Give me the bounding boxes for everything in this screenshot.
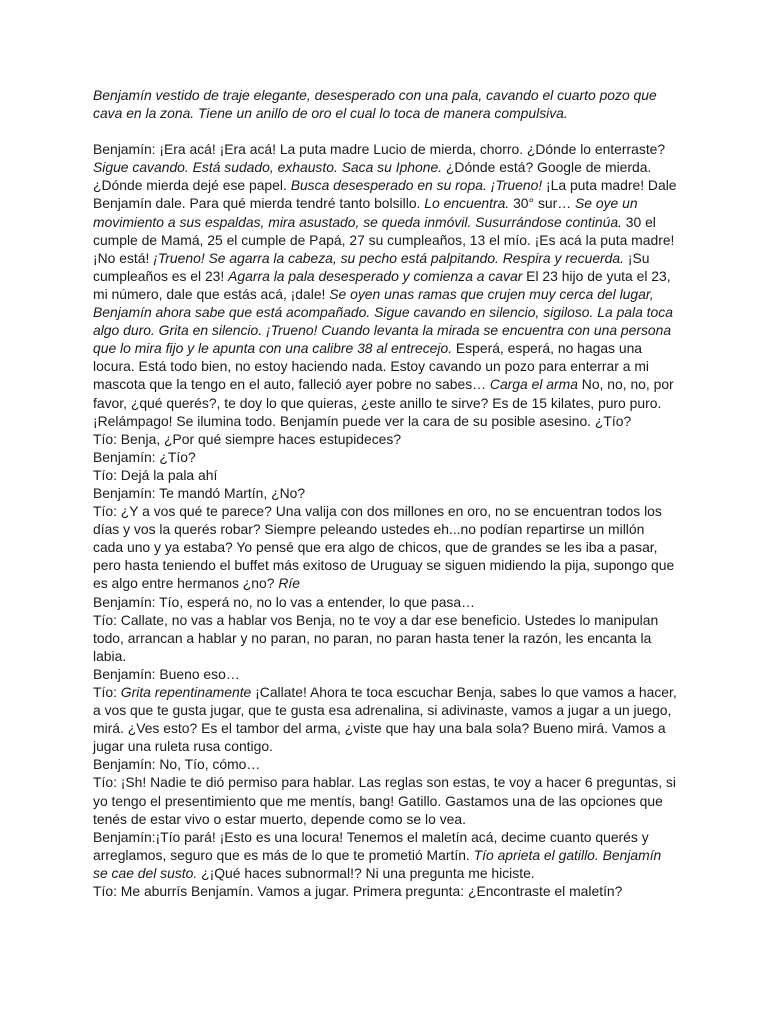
stage-direction: Ríe: [278, 575, 300, 592]
dialogue-text: 30 el cumple de Mamá, 25 el cumple de Papá, 27 su cumpleaños, 13 el mío. ¡Es acá la puta madre! ¡No está!: [93, 213, 675, 266]
dialogue-text: ¡Su cumpleaños es el 23!: [93, 249, 650, 284]
dialogue-text: El 23 hijo de yuta el 23, mi número, dale que estás acá, ¡dale!: [93, 267, 671, 302]
dialogue-text: Benjamín: No, Tío, cómo…: [93, 756, 261, 773]
dialogue-paragraph: [93, 430, 678, 448]
dialogue-paragraph: [93, 828, 678, 882]
stage-direction: Busca desesperado en su ropa. ¡Trueno!: [290, 177, 543, 194]
paragraph-gap: [93, 122, 678, 140]
dialogue-text: Tío: Callate, no vas a hablar vos Benja, no te voy a dar ese beneficio. Ustedes lo manipulan todo, arrancan a hablar y no paran, no paran, no paran hasta tener la razón, les encanta la labia.: [93, 611, 659, 664]
stage-direction-intro: Benjamín vestido de traje elegante, desesperado con una pala, cavando el cuarto pozo que cava en la zona. Tiene un anillo de oro el cual lo toca de manera compulsiva.: [93, 87, 657, 122]
dialogue-text: ¿¡Qué haces subnormal!? Ni una pregunta me hiciste.: [197, 864, 535, 881]
dialogue-text: Tío: ¡Sh! Nadie te dió permiso para hablar. Las reglas son estas, te voy a hacer 6 preguntas, si yo tengo el presentimiento que me mentís, bang! Gatillo. Gastamos una de las opciones que tenés de estar vivo o estar muerto, depende como se lo vea.: [93, 774, 676, 827]
stage-direction: Tío aprieta el gatillo. Benjamín se cae del susto.: [93, 846, 662, 881]
dialogue-text: ¡Callate! Ahora te toca escuchar Benja, sabes lo que vamos a hacer, a vos que te gusta jugar, que te gusta esa adrenalina, si adivinaste, vamos a jugar a un juego, mirá. ¿Ves esto? Es el tambor del arma, ¿viste que hay una bala sola? Bueno mirá. Vamos a jugar una ruleta rusa contigo.: [93, 684, 677, 755]
dialogue-paragraph: [93, 882, 678, 900]
dialogue-text: Tío: Dejá la pala ahí: [93, 466, 218, 483]
dialogue-text: Esperá, esperá, no hagas una locura. Está todo bien, no estoy haciendo nada. Estoy cavando un pozo para enterrar a mi mascota que la tengo en el auto, falleció ayer pobre no sabes…: [93, 340, 649, 393]
dialogue-paragraph: [93, 755, 678, 773]
dialogue-paragraph: [93, 502, 678, 592]
dialogue-text: Benjamín: ¿Tío?: [93, 448, 196, 465]
dialogue-paragraph: [93, 665, 678, 683]
stage-direction: Sigue cavando. Está sudado, exhausto. Saca su Iphone.: [93, 159, 443, 176]
dialogue-paragraph: [93, 140, 678, 430]
stage-direction: Se oyen unas ramas que crujen muy cerca del lugar, Benjamín ahora sabe que está acompañado. Sigue cavando en silencio, sigiloso. La pala toca algo duro. Grita en silencio. ¡Trueno! Cuando levanta la mirada se encuentra con una persona que lo mira fijo y le apunta con una calibre 38 al entrecejo.: [93, 285, 673, 357]
dialogue-text: ¿Dónde está? Google de mierda. ¿Dónde mierda dejé ese papel.: [93, 159, 652, 194]
dialogue-text: Benjamín: Bueno eso…: [93, 665, 240, 682]
stage-direction: Lo encuentra.: [424, 195, 510, 212]
dialogue-paragraph: [93, 466, 678, 484]
dialogue-text: ¡La puta madre! Dale Benjamín dale. Para qué mierda tendré tanto bolsillo.: [93, 177, 677, 212]
dialogue-text: Tío:: [93, 684, 121, 700]
dialogue-text: Tío: Benja, ¿Por qué siempre haces estupideces?: [93, 430, 402, 447]
dialogue-text: No, no, no, por favor, ¿qué querés?, te doy lo que quieras, ¿este anillo te sirve? Es de 15 kilates, puro puro. ¡Relámpago! Se ilumina todo. Benjamín puede ver la cara de su posible asesino. ¿Tío?: [93, 376, 674, 429]
stage-direction: ¡Trueno! Se agarra la cabeza, su pecho está palpitando. Respira y recuerda.: [153, 249, 624, 266]
dialogue-text: Benjamín: ¡Era acá! ¡Era acá! La puta madre Lucio de mierda, chorro. ¿Dónde lo enterraste?: [93, 141, 666, 158]
dialogue-block: [93, 140, 678, 900]
dialogue-paragraph: [93, 448, 678, 466]
script-body: [93, 86, 678, 900]
dialogue-paragraph: [93, 611, 678, 665]
stage-direction: Se oye un movimiento a sus espaldas, mira asustado, se queda inmóvil. Susurrándose continúa.: [93, 195, 638, 230]
dialogue-paragraph: [93, 484, 678, 502]
stage-direction: Agarra la pala desesperado y comienza a cavar: [228, 267, 523, 284]
dialogue-text: Tío: ¿Y a vos qué te parece? Una valija con dos millones en oro, no se encuentran todos los días y vos la querés robar? Siempre peleando ustedes eh...no podían repartirse un millón cada uno y ya estaba? Yo pensé que era algo de chicos, que de grandes se les iba a pasar, pero hasta teniendo el buffet más exitoso de Uruguay se siguen midiendo la pija, supongo que es algo entre hermanos ¿no?: [93, 503, 675, 592]
dialogue-text: Benjamín: Tío, esperá no, no lo vas a entender, lo que pasa…: [93, 593, 475, 610]
dialogue-text: Benjamín: Te mandó Martín, ¿No?: [93, 484, 306, 501]
stage-direction: Carga el arma: [489, 376, 578, 393]
dialogue-paragraph: [93, 593, 678, 611]
dialogue-paragraph: [93, 773, 678, 827]
dialogue-text: Tío: Me aburrís Benjamín. Vamos a jugar. Primera pregunta: ¿Encontraste el maletín?: [93, 883, 623, 900]
stage-direction: Grita repentinamente: [120, 684, 252, 700]
dialogue-text: 30° sur…: [509, 195, 575, 212]
dialogue-paragraph: [93, 683, 678, 755]
dialogue-text: Benjamín:¡Tío pará! ¡Esto es una locura! Tenemos el maletín acá, decime cuanto querés y arreglamos, seguro que es más de lo que te prometió Martín.: [93, 828, 649, 863]
